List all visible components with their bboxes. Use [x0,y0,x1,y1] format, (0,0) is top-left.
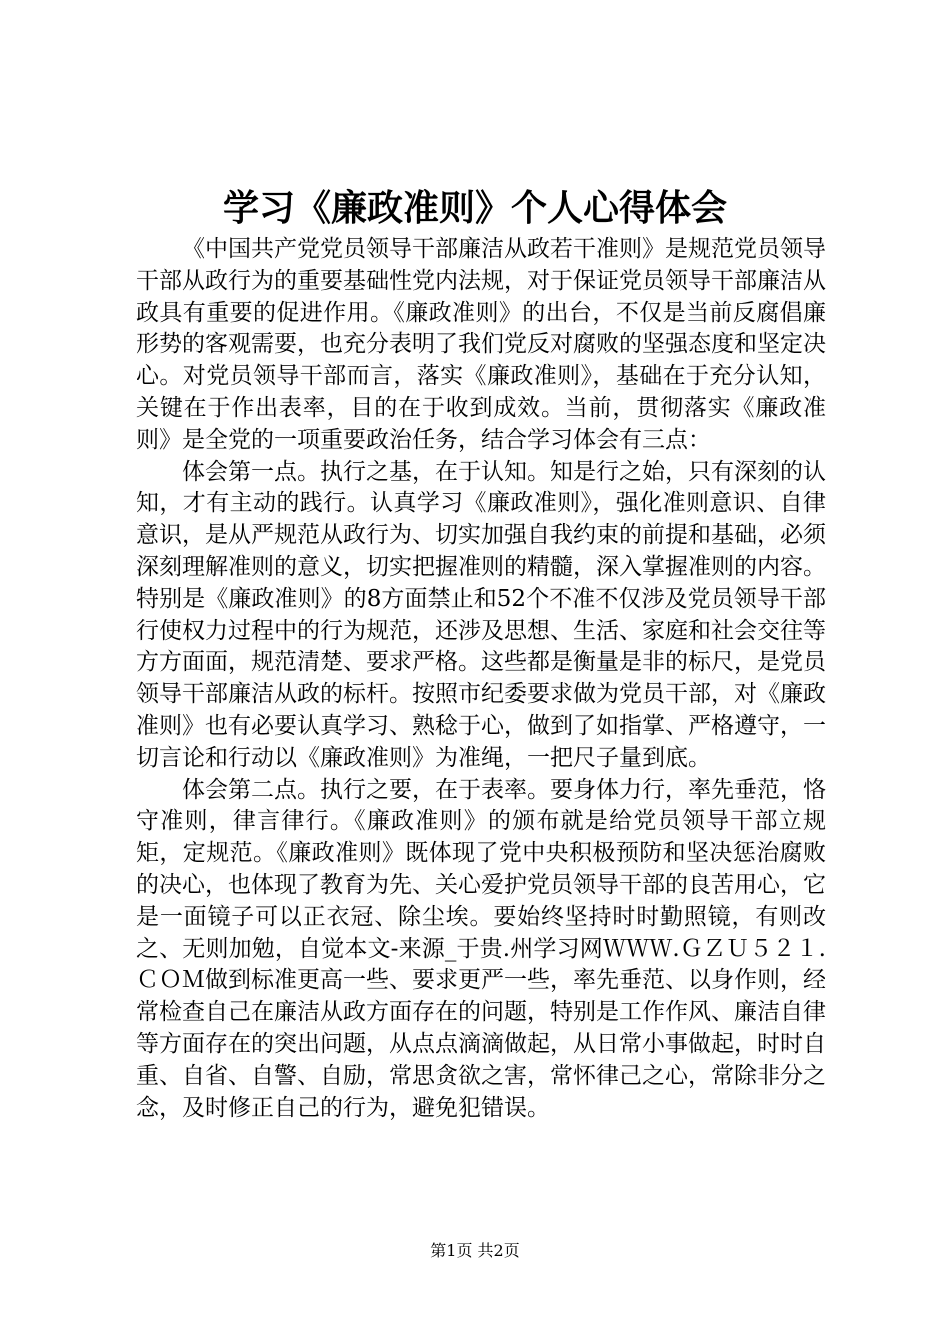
paragraph-intro: 《中国共产党党员领导干部廉洁从政若干准则》是规范党员领导干部从政行为的重要基础性党内法规，对于保证党员领导干部廉洁从政具有重要的促进作用。《廉政准则》的出台，不仅是当前反腐倡廉形势的客观需要，也充分表明了我们党反对腐败的坚强态度和坚定决心。对党员领导干部而言，落实《廉政准则》，基础在于充分认知，关键在于作出表率，目的在于收到成效。当前，贯彻落实《廉政准则》是全党的一项重要政治任务，结合学习体会有三点： [136,236,826,453]
document-title: 学习《廉政准则》个人心得体会 [222,187,727,229]
page-footer: 第1页 共2页 [430,1241,520,1260]
paragraph-point-two: 体会第二点。执行之要，在于表率。要身体力行，率先垂范，恪守准则，律言律行。《廉政准则》的颁布就是给党员领导干部立规矩，定规范。《廉政准则》既体现了党中央积极预防和坚决惩治腐败的决心，也体现了教育为先、关心爱护党员领导干部的良苦用心，它是一面镜子可以正衣冠、除尘埃。要始终坚持时时勤照镜，有则改之、无则加勉，自觉本文-来源_于贵.州学习网ＷＷＷ.ＧＺＵ５２１.ＣＯＭ做到标准更高一些、要求更严一些，率先垂范、以身作则，经常检查自己在廉洁从政方面存在的问题，特别是工作作风、廉洁自律等方面存在的突出问题，从点点滴滴做起，从日常小事做起，时时自重、自省、自警、自励，常思贪欲之害，常怀律己之心，常除非分之念，及时修正自己的行为，避免犯错误。 [136,776,826,1121]
document-body [136,234,826,1124]
paragraph-point-one: 体会第一点。执行之基，在于认知。知是行之始，只有深刻的认知，才有主动的践行。认真学习《廉政准则》，强化准则意识、自律意识，是从严规范从政行为、切实加强自我约束的前提和基础，必须深刻理解准则的意义，切实把握准则的精髓，深入掌握准则的内容。特别是《廉政准则》的8方面禁止和52个不准不仅涉及党员领导干部行使权力过程中的行为规范，还涉及思想、生活、家庭和社会交往等方方面面，规范清楚、要求严格。这些都是衡量是非的标尺，是党员领导干部廉洁从政的标杆。按照市纪委要求做为党员干部，对《廉政准则》也有必要认真学习、熟稔于心，做到了如指掌、严格遵守，一切言论和行动以《廉政准则》为准绳，一把尺子量到底。 [136,458,826,771]
